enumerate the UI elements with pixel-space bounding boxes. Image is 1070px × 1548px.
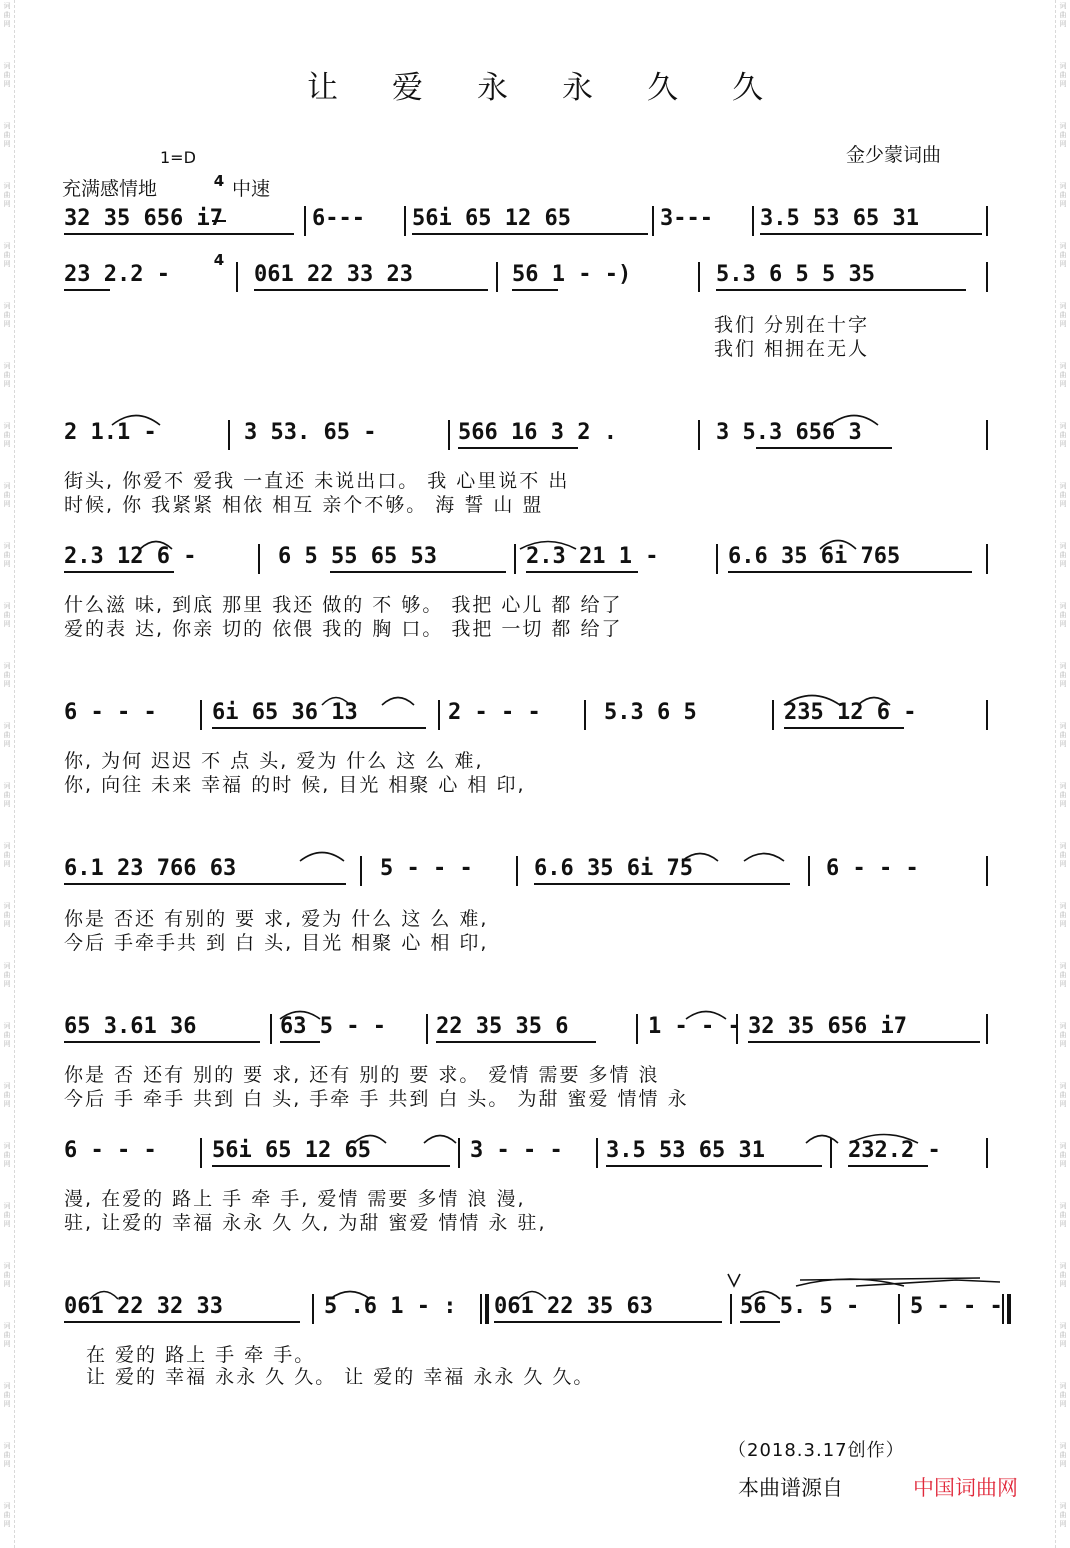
measure-5-4: 5.3 6 5: [604, 700, 697, 725]
slur: [858, 698, 890, 706]
measure-2-2: 061 22 33 23: [254, 262, 413, 287]
lyrics-verse-1: 我们 分别在十字: [714, 314, 870, 336]
measure-1-2: 6---: [312, 206, 365, 231]
slur: [330, 1292, 370, 1300]
watermark-text: 词 曲 网: [3, 662, 11, 688]
watermark-text: 词 曲 网: [1059, 1142, 1067, 1168]
watermark-text: 词 曲 网: [1059, 1382, 1067, 1408]
watermark-text: 词 曲 网: [3, 182, 11, 208]
lyrics-verse-1: 漫, 在爱的 路上 手 牵 手, 爱情 需要 多情 浪 漫,: [64, 1188, 526, 1210]
lyrics-verse-2: 让 爱的 幸福 永永 久 久。 让 爱的 幸福 永永 久 久。: [86, 1366, 595, 1388]
measure-7-3: 22 35 35 6: [436, 1014, 569, 1039]
watermark-text: 词 曲 网: [1059, 2, 1067, 28]
measure-7-5: 32 35 656 i7: [748, 1014, 907, 1039]
measure-8-3: 3 - - -: [470, 1138, 563, 1163]
watermark-text: 词 曲 网: [3, 422, 11, 448]
measure-4-1: 2.3 12 6 -: [64, 544, 197, 569]
lyrics-verse-1: 你, 为何 迟迟 不 点 头, 爱为 什么 这 么 难,: [64, 750, 484, 772]
measure-6-3: 6.6 35 6i 75: [534, 856, 693, 881]
slur: [112, 416, 160, 426]
measure-3-2: 3 53. 65 -: [244, 420, 377, 445]
slur: [784, 696, 840, 706]
watermark-text: 词 曲 网: [3, 482, 11, 508]
slur: [744, 854, 784, 862]
slur: [354, 1136, 386, 1144]
watermark-text: 词 曲 网: [1059, 122, 1067, 148]
measure-8-2: 56i 65 12 65: [212, 1138, 371, 1163]
measure-8-5: 232.2 -: [848, 1138, 941, 1163]
measure-5-3: 2 - - -: [448, 700, 541, 725]
lyrics-verse-1: 你是 否还 有别的 要 求, 爱为 什么 这 么 难,: [64, 908, 489, 930]
measure-2-4: 5.3 6 5 5 35: [716, 262, 875, 287]
watermark-text: 词 曲 网: [3, 962, 11, 988]
watermark-text: 词 曲 网: [1059, 1022, 1067, 1048]
measure-3-1: 2 1.1 -: [64, 420, 157, 445]
slur: [682, 854, 718, 862]
watermark-text: 词 曲 网: [1059, 842, 1067, 868]
lyrics-verse-2: 今后 手牵手共 到 白 头, 目光 相聚 心 相 印,: [64, 932, 489, 954]
slur: [518, 1292, 546, 1300]
watermark-text: 词 曲 网: [3, 782, 11, 808]
watermark-text: 词 曲 网: [1059, 242, 1067, 268]
measure-6-4: 6 - - -: [826, 856, 919, 881]
expression-marking: 充满感情地: [62, 178, 158, 200]
measure-6-2: 5 - - -: [380, 856, 473, 881]
source-site-link[interactable]: 中国词曲网: [913, 1476, 1018, 1500]
lyrics-verse-2: 爱的表 达, 你亲 切的 依偎 我的 胸 口。 我把 一切 都 给了: [64, 618, 623, 640]
measure-1-5: 3.5 53 65 31: [760, 206, 919, 231]
watermark-text: 词 曲 网: [3, 242, 11, 268]
watermark-text: 词 曲 网: [3, 122, 11, 148]
measure-7-2: 63 5 - -: [280, 1014, 386, 1039]
watermark-text: 词 曲 网: [3, 722, 11, 748]
watermark-text: 词 曲 网: [1059, 302, 1067, 328]
slur: [300, 853, 344, 862]
slur: [520, 542, 576, 550]
slur: [424, 1136, 456, 1144]
measure-7-1: 65 3.61 36: [64, 1014, 197, 1039]
slur: [830, 416, 878, 426]
tempo-marking: 中速: [232, 178, 271, 200]
lyrics-verse-1: 街头, 你爱不 爱我 一直还 未说出口。 我 心里说不 出: [64, 470, 570, 492]
watermark-text: 词 曲 网: [1059, 662, 1067, 688]
watermark-text: 词 曲 网: [1059, 482, 1067, 508]
measure-4-2: 6 5 55 65 53: [278, 544, 437, 569]
lyrics-verse-2: 驻, 让爱的 幸福 永永 久 久, 为甜 蜜爱 情情 永 驻,: [64, 1212, 547, 1234]
lyrics-verse-1: 什么滋 味, 到底 那里 我还 做的 不 够。 我把 心儿 都 给了: [64, 594, 623, 616]
slur: [382, 698, 414, 706]
watermark-text: 词 曲 网: [3, 362, 11, 388]
source-label: 本曲谱源自: [738, 1476, 843, 1500]
measure-6-1: 6.1 23 766 63: [64, 856, 237, 881]
slur: [820, 541, 856, 550]
lyrics-verse-2: 今后 手 牵手 共到 白 头, 手牵 手 共到 白 头。 为甜 蜜爱 情情 永: [64, 1088, 689, 1110]
lyrics-verse-1: 你是 否 还有 别的 要 求, 还有 别的 要 求。 爱情 需要 多情 浪: [64, 1064, 660, 1086]
watermark-text: 词 曲 网: [3, 2, 11, 28]
slur: [140, 542, 172, 550]
measure-8-4: 3.5 53 65 31: [606, 1138, 765, 1163]
slur: [850, 1135, 918, 1144]
watermark-text: 词 曲 网: [3, 62, 11, 88]
measure-3-3: 566 16 3 2 .: [458, 420, 617, 445]
watermark-text: 词 曲 网: [1059, 362, 1067, 388]
measure-5-5: 235 12 6 -: [784, 700, 917, 725]
measure-5-2: 6i 65 36 13: [212, 700, 358, 725]
watermark-text: 词 曲 网: [1059, 1202, 1067, 1228]
watermark-text: 词 曲 网: [3, 1502, 11, 1528]
composer-credit: 金少蒙词曲: [846, 144, 942, 166]
time-signature-top: 4: [213, 172, 225, 190]
watermark-text: 词 曲 网: [3, 602, 11, 628]
watermark-text: 词 曲 网: [1059, 1262, 1067, 1288]
watermark-text: 词 曲 网: [1059, 1082, 1067, 1108]
watermark-text: 词 曲 网: [1059, 422, 1067, 448]
measure-2-1: 23 2.2 -: [64, 262, 170, 287]
measure-1-1: 32 35 656 i7: [64, 206, 223, 231]
watermark-text: 词 曲 网: [1059, 722, 1067, 748]
watermark-text: 词 曲 网: [3, 842, 11, 868]
watermark-text: 词 曲 网: [3, 1202, 11, 1228]
measure-9-4: 56 5. 5 -: [740, 1294, 860, 1319]
watermark-text: 词 曲 网: [1059, 962, 1067, 988]
key-signature: 1=D: [160, 148, 196, 167]
measure-9-3: 061 22 35 63: [494, 1294, 653, 1319]
watermark-text: 词 曲 网: [3, 542, 11, 568]
slur: [806, 1136, 838, 1144]
measure-9-5: 5 - - -: [910, 1294, 1003, 1319]
breath-mark: [728, 1274, 740, 1286]
watermark-text: 词 曲 网: [3, 1322, 11, 1348]
lyrics-verse-2: 你, 向往 未来 幸福 的时 候, 目光 相聚 心 相 印,: [64, 774, 526, 796]
lyrics-verse-2: 我们 相拥在无人: [714, 338, 870, 360]
measure-9-2: 5 .6 1 - :: [324, 1294, 457, 1319]
watermark-text: 词 曲 网: [3, 1382, 11, 1408]
watermark-text: 词 曲 网: [3, 1262, 11, 1288]
lyrics-verse-2: 时候, 你 我紧紧 相依 相互 亲个不够。 海 誓 山 盟: [64, 494, 544, 516]
slur: [686, 1012, 726, 1020]
measure-1-3: 56i 65 12 65: [412, 206, 571, 231]
measure-3-4: 3 5.3 656 3: [716, 420, 862, 445]
measure-7-4: 1 - - -: [648, 1014, 741, 1039]
watermark-text: 词 曲 网: [1059, 542, 1067, 568]
watermark-text: 词 曲 网: [3, 902, 11, 928]
measure-5-1: 6 - - -: [64, 700, 157, 725]
watermark-text: 词 曲 网: [1059, 62, 1067, 88]
watermark-text: 词 曲 网: [1059, 1502, 1067, 1528]
slur: [748, 1292, 780, 1300]
watermark-text: 词 曲 网: [3, 1142, 11, 1168]
measure-9-1: 061 22 32 33: [64, 1294, 223, 1319]
watermark-text: 词 曲 网: [1059, 902, 1067, 928]
measure-4-3: 2.3 21 1 -: [526, 544, 659, 569]
watermark-text: 词 曲 网: [1059, 602, 1067, 628]
measure-2-3: 56 1 - -): [512, 262, 632, 287]
lyrics-verse-1: 在 爱的 路上 手 牵 手。: [86, 1344, 316, 1366]
watermark-text: 词 曲 网: [1059, 182, 1067, 208]
watermark-text: 词 曲 网: [1059, 1442, 1067, 1468]
measure-8-1: 6 - - -: [64, 1138, 157, 1163]
slur: [90, 1292, 118, 1300]
time-signature-bottom: 4: [213, 251, 225, 269]
watermark-text: 词 曲 网: [3, 1442, 11, 1468]
measure-4-4: 6.6 35 6i 765: [728, 544, 901, 569]
watermark-text: 词 曲 网: [3, 302, 11, 328]
slur: [280, 1012, 320, 1020]
composition-date: （2018.3.17创作）: [728, 1440, 905, 1461]
watermark-text: 词 曲 网: [1059, 1322, 1067, 1348]
song-title: 让爱永永久久: [307, 70, 817, 106]
slur: [322, 698, 350, 706]
watermark-text: 词 曲 网: [1059, 782, 1067, 808]
watermark-text: 词 曲 网: [3, 1082, 11, 1108]
measure-1-4: 3---: [660, 206, 713, 231]
watermark-text: 词 曲 网: [3, 1022, 11, 1048]
